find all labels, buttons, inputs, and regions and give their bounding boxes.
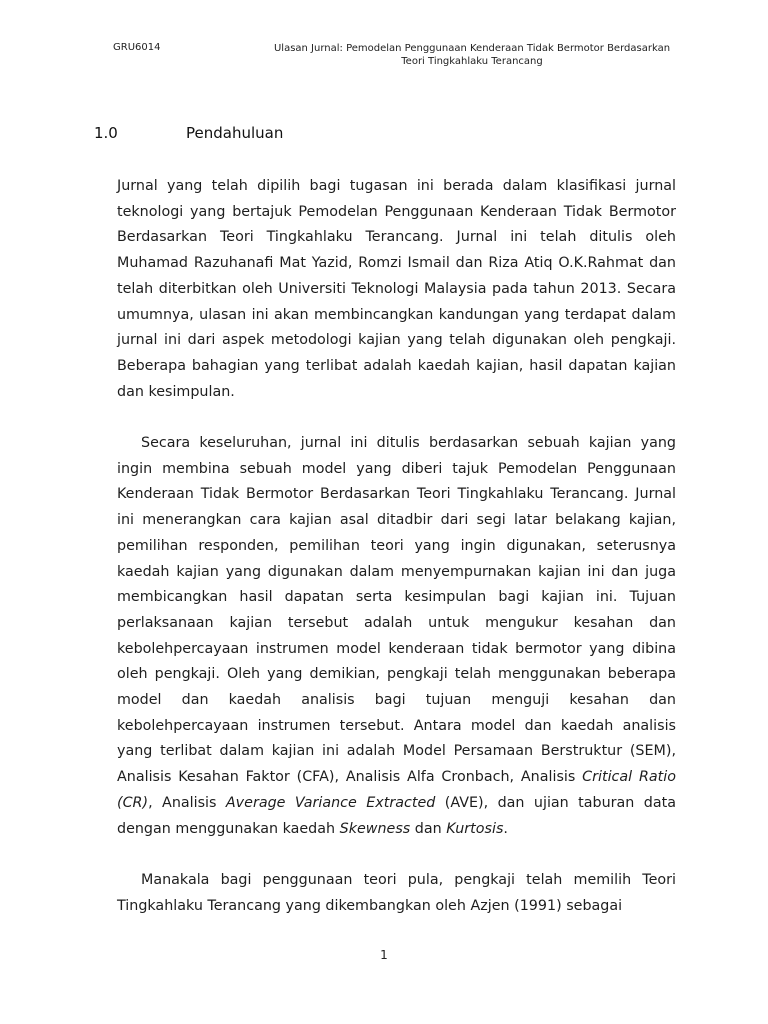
section-title: Pendahuluan xyxy=(186,124,284,142)
paragraph-2-italic-4: Kurtosis xyxy=(446,820,504,837)
section-heading xyxy=(94,124,283,142)
header-title xyxy=(262,42,682,68)
paragraph-2-text-4: dan xyxy=(410,820,447,837)
paragraph-2-text-1: Secara keseluruhan, jurnal ini ditulis berdasarkan sebuah kajian yang ingin membina sebuah model yang diberi tajuk Pemodelan Penggunaan Kenderaan Tidak Bermotor Berdasarkan Teori Tingkahlaku Terancang. Jurnal ini menerangkan cara kajian asal ditadbir dari segi latar belakang kajian, pemilihan responden, pemilihan teori yang ingin digunakan, seterusnya kaedah kajian yang digunakan dalam menyempurnakan kajian ini dan juga membicangkan hasil dapatan serta kesimpulan bagi kajian ini. Tujuan perlaksanaan kajian tersebut adalah untuk mengukur kesahan dan kebolehpercayaan instrumen model kenderaan tidak bermotor yang dibina oleh pengkaji. Oleh yang demikian, pengkaji telah menggunakan beberapa model dan kaedah analisis bagi tujuan menguji kesahan dan kebolehpercayaan instrumen tersebut. Antara model dan kaedah analisis yang terlibat dalam kajian ini adalah Model Persamaan Berstruktur (SEM), Analisis Kesahan Faktor (CFA), Analisis Alfa Cronbach, Analisis xyxy=(117,435,676,786)
paragraph-3: Manakala bagi penggunaan teori pula, pengkaji telah memilih Teori Tingkahlaku Terancang yang dikembangkan oleh Azjen (1991) sebagai xyxy=(117,871,676,914)
paragraph-2 xyxy=(117,431,676,842)
header-title-line-1: Ulasan Jurnal: Pemodelan Penggunaan Kenderaan Tidak Bermotor Berdasarkan xyxy=(273,43,671,54)
page-number: 1 xyxy=(380,948,388,962)
paragraph-2-italic-3: Skewness xyxy=(339,820,411,837)
paragraph-2-italic-1: Critical Ratio (CR) xyxy=(117,769,676,811)
section-number: 1.0 xyxy=(94,124,118,142)
paragraph-1: Jurnal yang telah dipilih bagi tugasan ini berada dalam klasifikasi jurnal teknologi yang bertajuk Pemodelan Penggunaan Kenderaan Tidak Bermotor Berdasarkan Teori Tingkahlaku Terancang. Jurnal ini telah ditulis oleh Muhamad Razuhanafi Mat Yazid, Romzi Ismail dan Riza Atiq O.K.Rahmat dan telah diterbitkan oleh Universiti Teknologi Malaysia pada tahun 2013. Secara umumnya, ulasan ini akan membincangkan kandungan yang terdapat dalam jurnal ini dari aspek metodologi kajian yang telah digunakan oleh pengkaji. Beberapa bahagian yang terlibat adalah kaedah kajian, hasil dapatan kajian dan kesimpulan. xyxy=(117,178,676,400)
paragraph-2-italic-2: Average Variance Extracted xyxy=(225,794,436,811)
paragraph-2-text-3: (AVE), dan ujian taburan data dengan menggunakan kaedah xyxy=(117,794,676,837)
body-text xyxy=(117,174,676,919)
paragraph-2-text-2: , Analisis xyxy=(148,794,226,811)
course-code: GRU6014 xyxy=(113,42,161,53)
paragraph-2-text-5: . xyxy=(503,820,508,837)
header-title-line-2: Teori Tingkahlaku Terancang xyxy=(401,56,543,67)
